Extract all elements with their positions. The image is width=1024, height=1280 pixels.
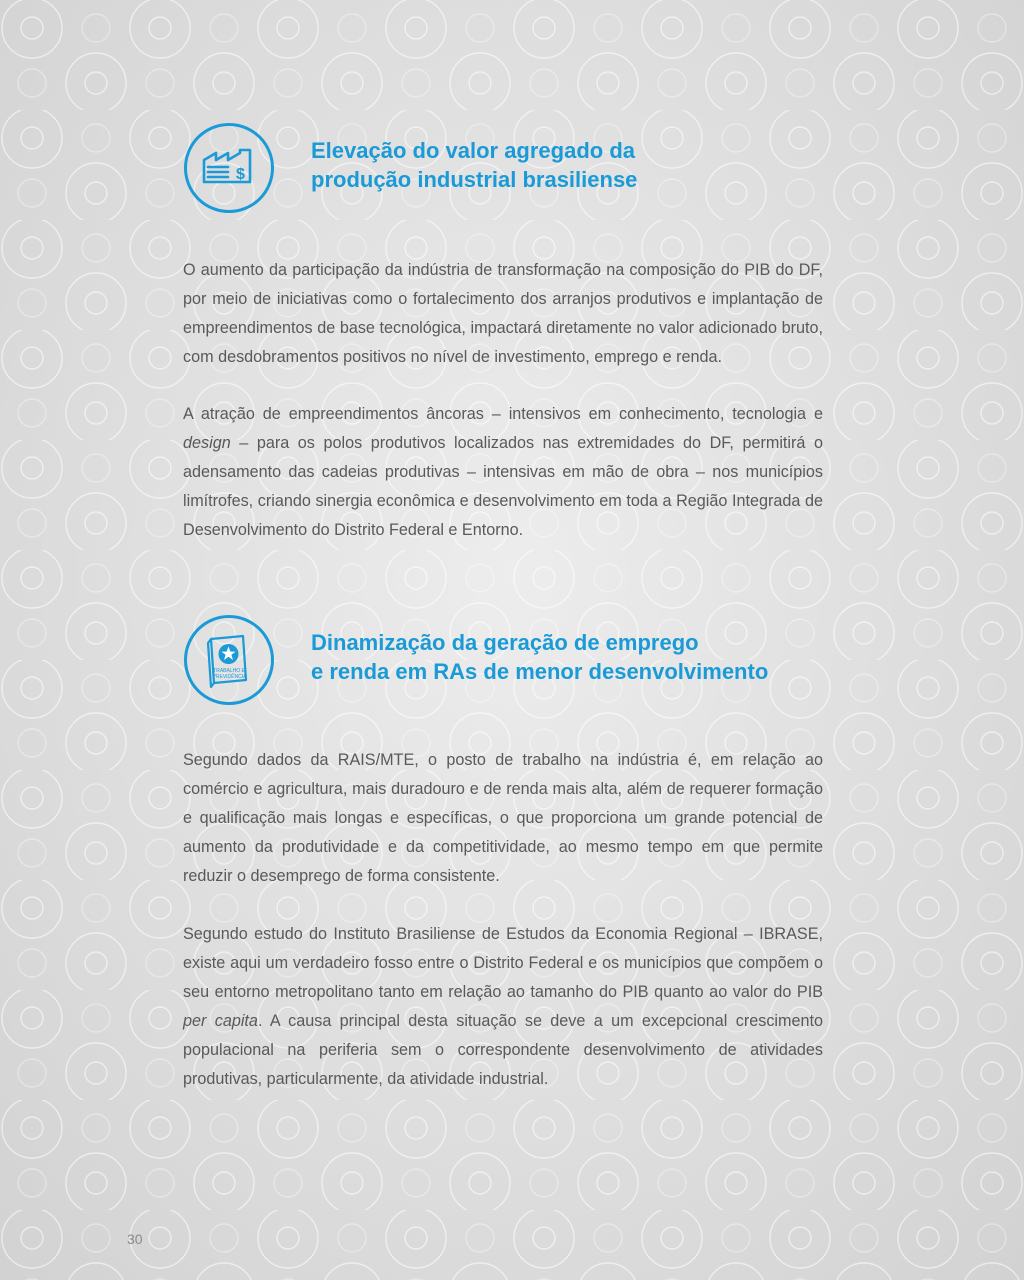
body-paragraph: [183, 400, 823, 545]
section-header-industrial-value: [183, 122, 843, 214]
body-paragraph: Segundo dados da RAIS/MTE, o posto de trabalho na indústria é, em relação ao comércio e agricultura, mais duradouro e de renda mais alta, além de requerer formação e qualificação mais longas e específicas, o que proporciona um grande potencial de aumento da produtividade e da competitividade, ao mesmo tempo em que permite reduzir o desemprego de forma consistente.: [183, 751, 823, 885]
paragraph-text: A atração de empreendimentos âncoras – intensivos em conhecimento, tecnologia e: [183, 405, 823, 423]
section-title-line: produção industrial brasiliense: [311, 167, 638, 192]
paragraph-text: Segundo estudo do Instituto Brasiliense de Estudos da Economia Regional – IBRASE, existe aqui um verdadeiro fosso entre o Distrito Federal e os municípios que compõem o seu entorno metropolitano tanto em relação ao tamanho do PIB quanto ao valor do PIB: [183, 925, 823, 1001]
section-header-employment: [183, 614, 843, 706]
factory-money-icon: [183, 122, 275, 214]
svg-text:$: $: [236, 166, 245, 183]
section-title-line: Dinamização da geração de emprego: [311, 630, 699, 655]
body-paragraph: O aumento da participação da indústria de transformação na composição do PIB do DF, por meio de iniciativas como o fortalecimento dos arranjos produtivos e implantação de empreendimentos de base tecnológica, impactará diretamente no valor adicionado bruto, com desdobramentos positivos no nível de investimento, emprego e renda.: [183, 261, 823, 366]
paragraph-text: . A causa principal desta situação se deve a um excepcional crescimento populacional na periferia sem o correspondente desenvolvimento de atividades produtivas, particularmente, da atividade industrial.: [183, 1012, 823, 1088]
booklet-label-line: PREVIDÊNCIA: [212, 674, 247, 680]
paragraph-text: – para os polos produtivos localizados nas extremidades do DF, permitirá o adensamento das cadeias produtivas – intensivas em mão de obra – nos municípios limítrofes, criando sinergia econômica e desenvolvimento em toda a Região Integrada de Desenvolvimento do Distrito Federal e Entorno.: [183, 434, 823, 539]
section-title: [311, 628, 831, 686]
paragraph-emphasis: design: [183, 434, 231, 452]
section-title-line: e renda em RAs de menor desenvolvimento: [311, 659, 769, 684]
section-title: [311, 136, 831, 194]
page-number: 30: [127, 1231, 143, 1247]
section-title-line: Elevação do valor agregado da: [311, 138, 636, 163]
paragraph-emphasis: per capita: [183, 1012, 258, 1030]
body-paragraph: [183, 920, 823, 1094]
booklet-label-line: TRABALHO E: [213, 668, 245, 674]
work-booklet-icon: [183, 614, 275, 706]
